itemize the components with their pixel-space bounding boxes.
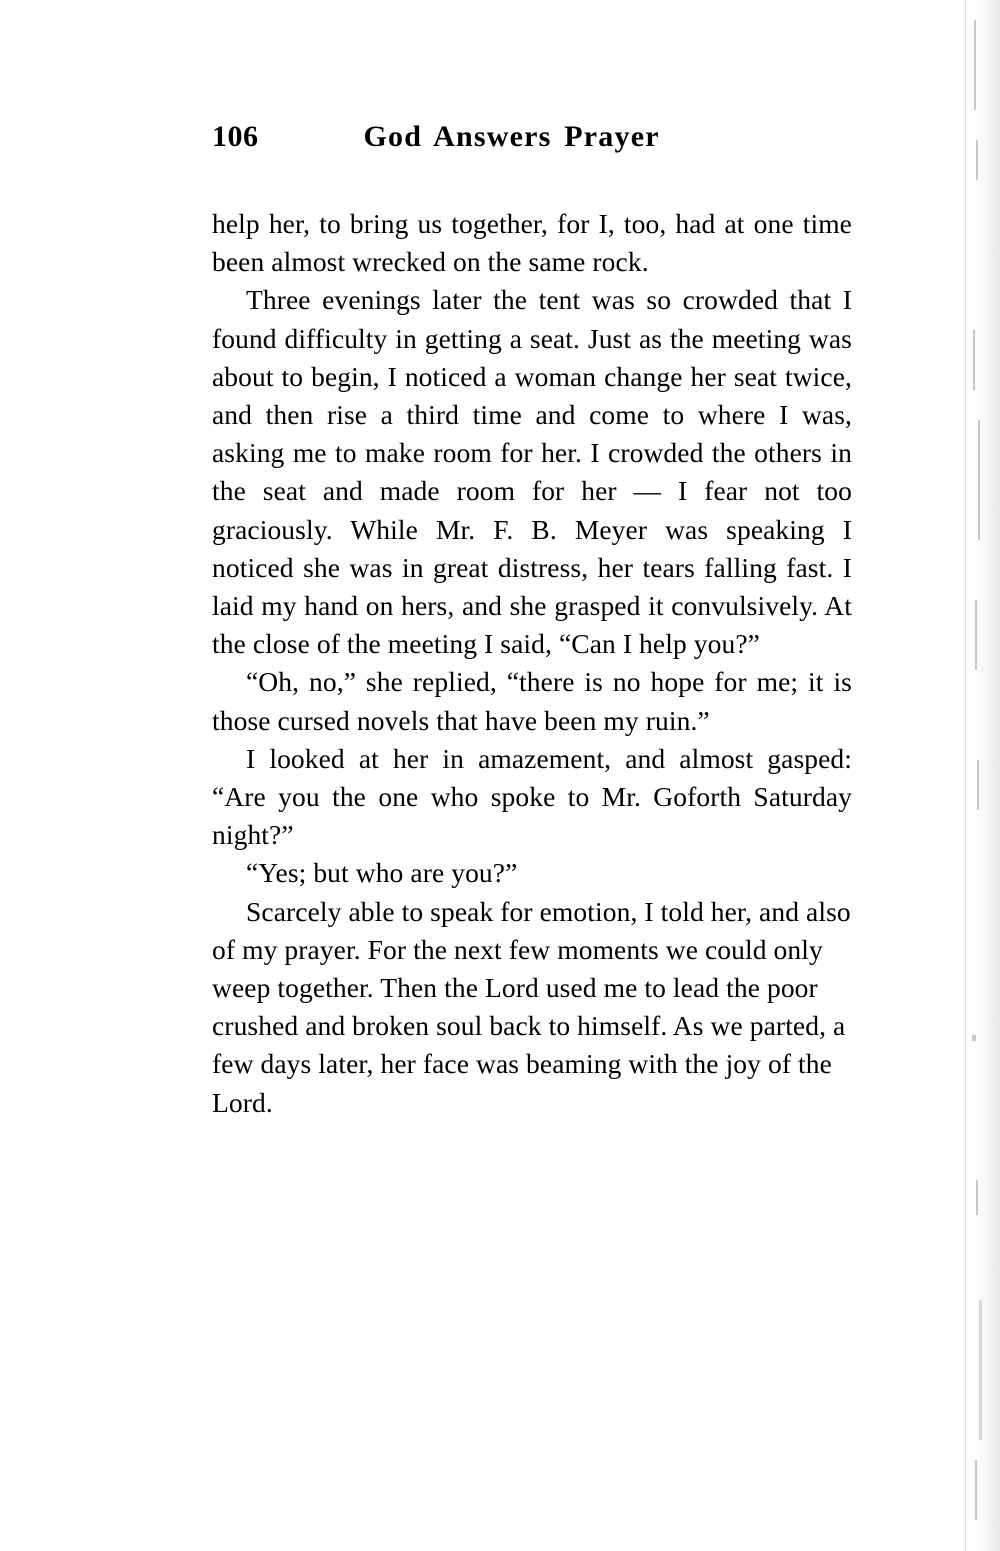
paragraph: Scarcely able to speak for emotion, I told her, and also of my prayer. For the next few moments we could only weep together. Then the Lord used me to lead the poor crushed and broken soul back to himself. As we parted, a few days later, her face was beaming with the joy of the Lord. xyxy=(212,895,851,1118)
paragraph: help her, to bring us together, for I, too, had at one time been almost wrecked on the same rock. xyxy=(212,208,852,278)
paragraph: I looked at her in amazement, and almost gasped: “Are you the one who spoke to Mr. Goforth Saturday night?” xyxy=(212,742,852,851)
paragraph: “Yes; but who are you?” xyxy=(246,857,518,889)
paragraph: “Oh, no,” she replied, “there is no hope for me; it is those cursed novels that have been my ruin.” xyxy=(212,666,852,736)
page-header xyxy=(212,120,852,154)
page-number: 106 xyxy=(212,120,259,153)
paragraph: Three evenings later the tent was so crowded that I found difficulty in getting a seat. Just as the meeting was about to begin, I noticed a woman change her seat twice, and then rise a third time and come to where I was, asking me to make room for her. I crowded the others in the seat and made room for her — I fear not too graciously. While Mr. F. B. Meyer was speaking I noticed she was in great distress, her tears falling fast. I laid my hand on hers, and she grasped it convulsively. At the close of the meeting I said, “Can I help you?” xyxy=(212,284,852,660)
running-title: God Answers Prayer xyxy=(363,120,660,153)
page-body xyxy=(212,205,852,1122)
page-scan-edge xyxy=(965,0,1000,1551)
